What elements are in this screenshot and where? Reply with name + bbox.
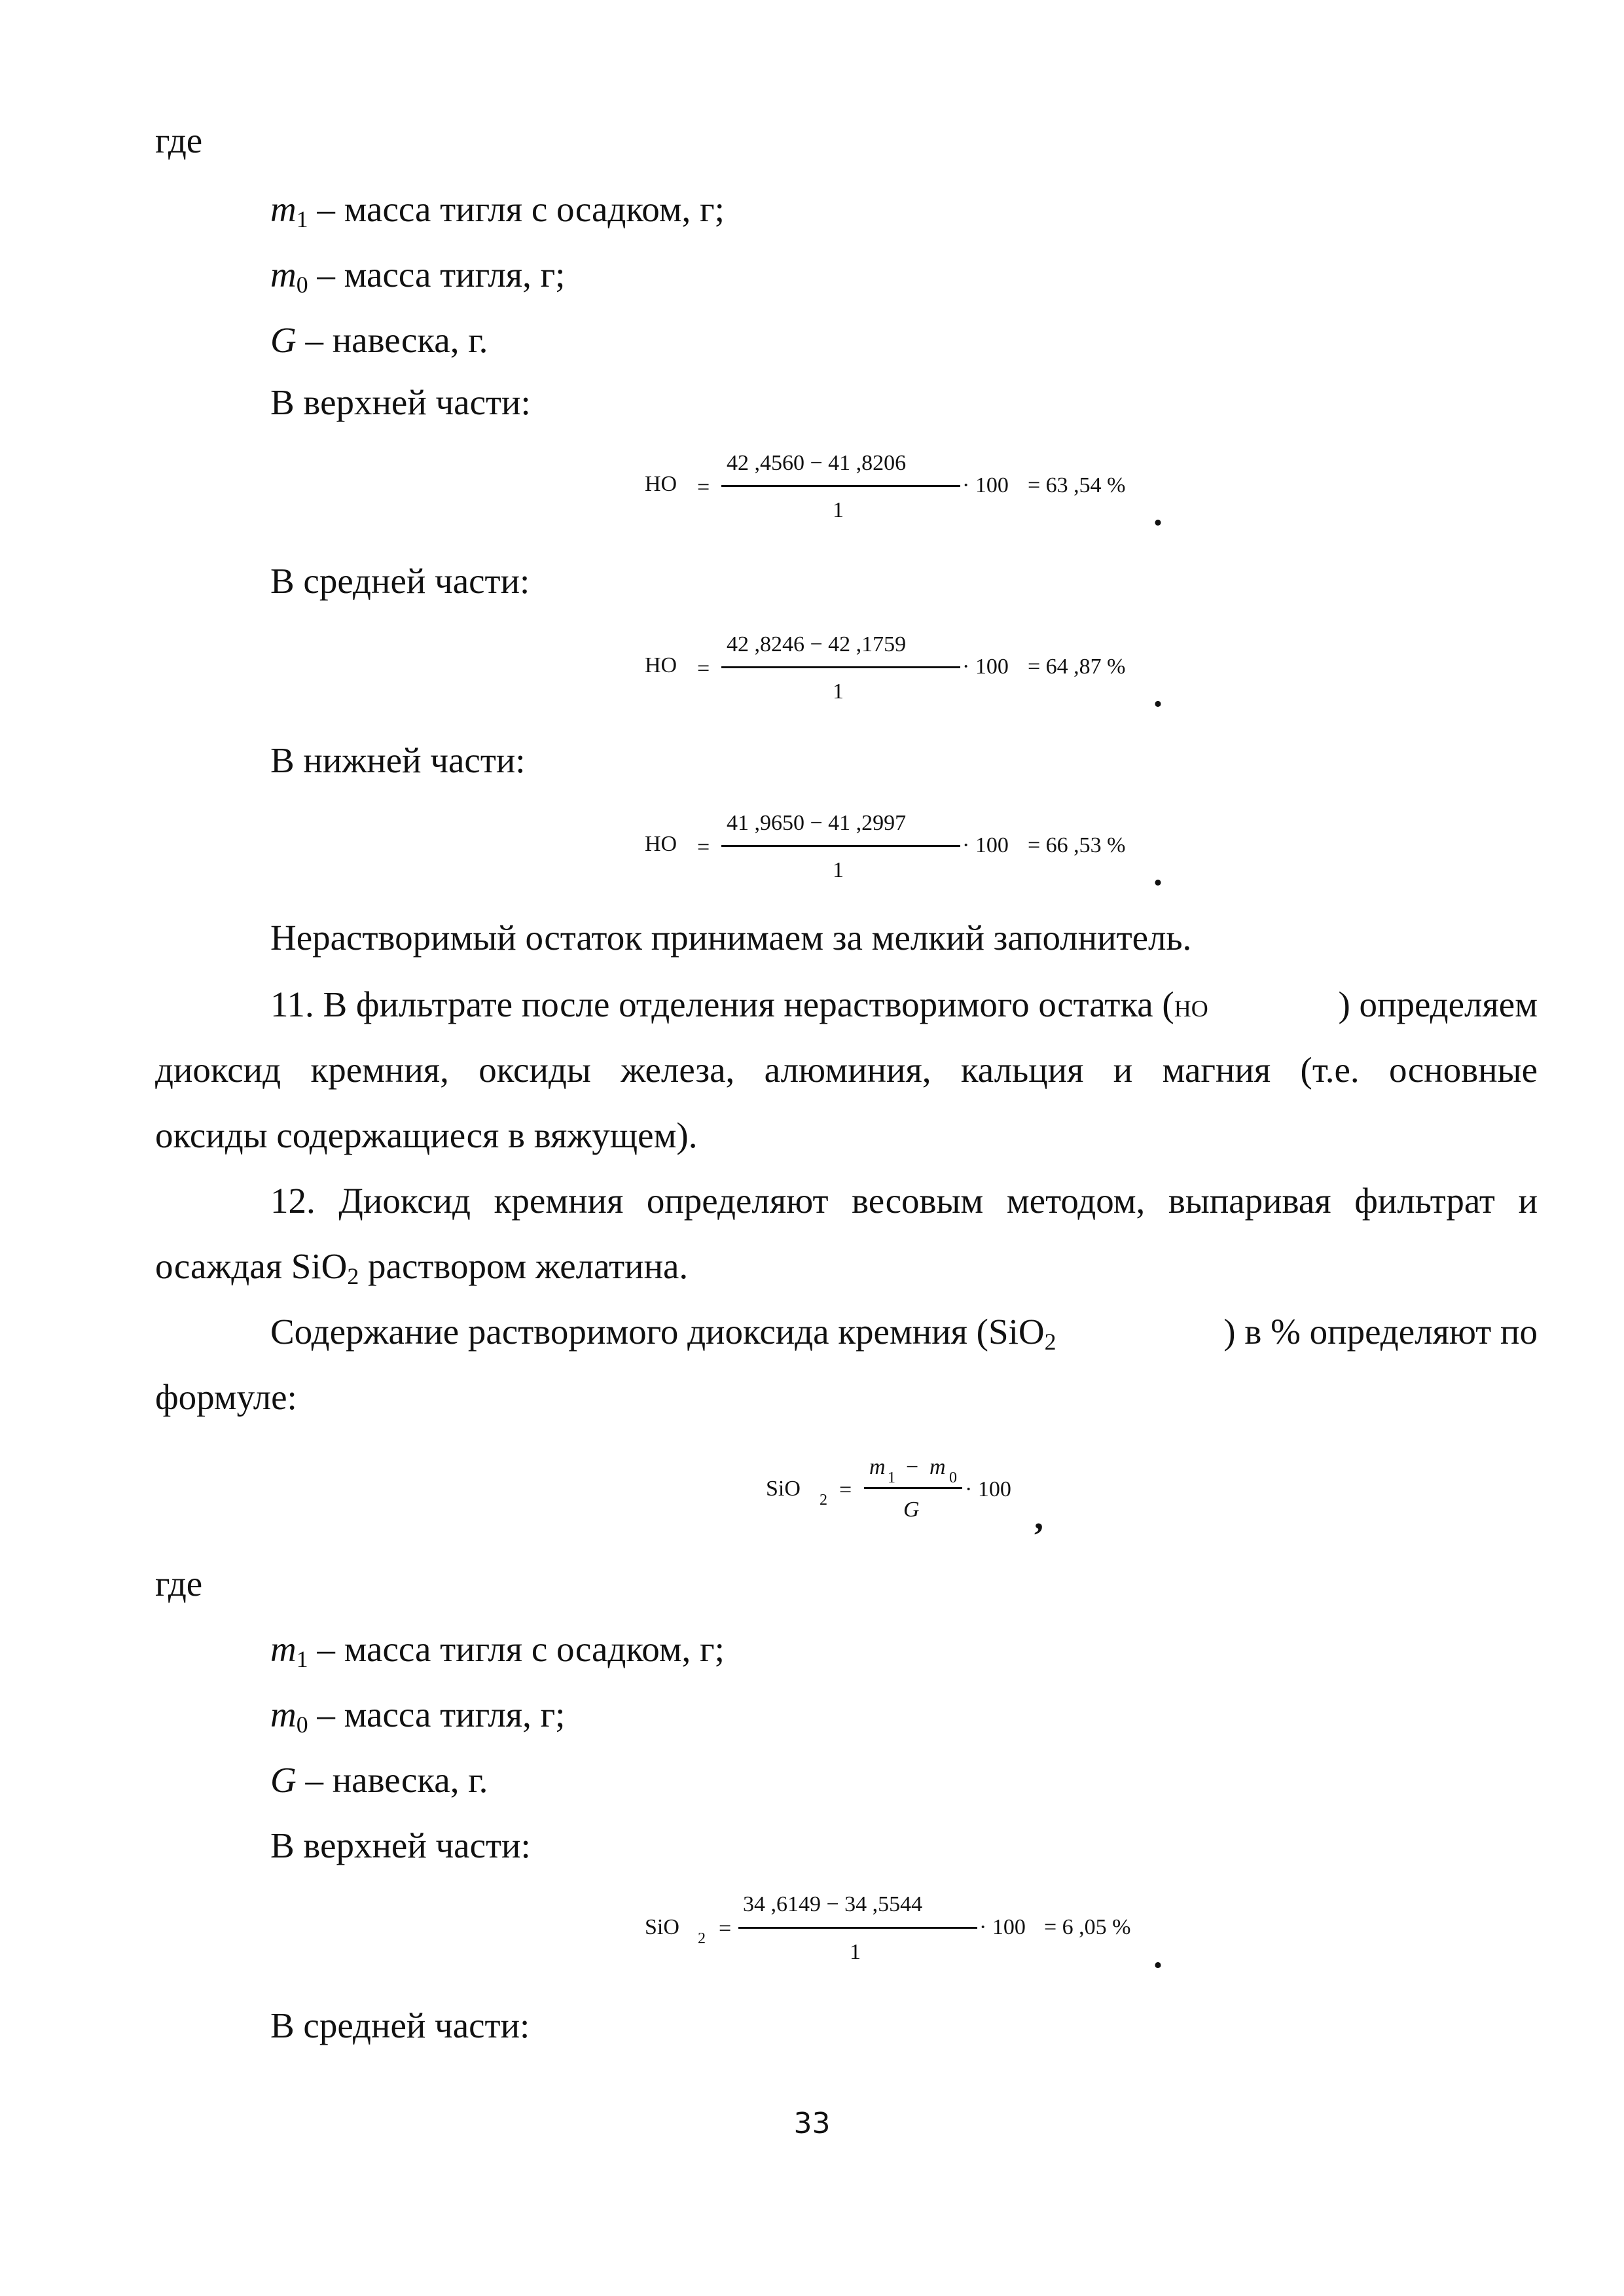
num-m1-sub: 1 bbox=[888, 1469, 895, 1486]
where-label-a: где bbox=[155, 120, 203, 160]
fraction-bar bbox=[864, 1487, 962, 1489]
ho-result: = 63 ,54 % bbox=[1028, 473, 1126, 497]
sio2-eq: = bbox=[839, 1478, 852, 1502]
content-line1-start: Содержание растворимого диоксида кремния (SiO$_2$ bbox=[270, 1312, 1056, 1355]
p12-line2: осаждая SiO$_2$ раствором желатина. bbox=[155, 1246, 689, 1289]
formula-end-dot: . bbox=[1153, 1935, 1163, 1976]
sio2-middle-label: В средней части: bbox=[270, 2005, 530, 2045]
ho-multiplier: · 100 bbox=[962, 655, 1009, 679]
p11-line2: диоксид кремния, оксиды железа, алюминия, кальция и магния (т.е. основные bbox=[155, 1050, 1538, 1090]
formula-end-dot: . bbox=[1153, 853, 1163, 893]
sio2-numerator: 34 ,6149 − 34 ,5544 bbox=[743, 1892, 923, 1916]
where-label-b: где bbox=[155, 1564, 203, 1604]
p11-line1-end: ) определяем bbox=[1338, 984, 1538, 1024]
ho-lhs: НО bbox=[645, 472, 677, 496]
ho-multiplier: · 100 bbox=[962, 833, 1009, 857]
def-g-b: G – навеска, г. bbox=[270, 1760, 488, 1800]
ho-numerator: 42 ,8246 − 42 ,1759 bbox=[727, 632, 907, 656]
p11-line1-start: 11. В фильтрате после отделения нерастворимого остатка (НО bbox=[270, 984, 1208, 1024]
num-m0-sub: 0 bbox=[949, 1469, 957, 1486]
ho-denominator: 1 bbox=[833, 858, 844, 882]
content-line2: формуле: bbox=[155, 1377, 297, 1417]
ho-eq: = bbox=[697, 656, 710, 681]
insoluble-paragraph: Нерастворимый остаток принимаем за мелкий заполнитель. bbox=[270, 918, 1192, 958]
sio2-lhs: SiO bbox=[645, 1915, 679, 1939]
sio2-lhs-sub: 2 bbox=[698, 1930, 706, 1947]
def-m1-a: $m_1$ – масса тигля с осадком, г; bbox=[270, 189, 725, 232]
p12-line1: 12. Диоксид кремния определяют весовым методом, выпаривая фильтрат и bbox=[270, 1181, 1538, 1221]
sio2-result: = 6 ,05 % bbox=[1044, 1915, 1131, 1939]
ho-inline-symbol: НО bbox=[1174, 996, 1208, 1022]
formula-end-dot: . bbox=[1153, 674, 1163, 715]
ho-numerator: 41 ,9650 − 41 ,2997 bbox=[727, 811, 907, 835]
ho-numerator: 42 ,4560 − 41 ,8206 bbox=[727, 451, 907, 475]
ho-eq: = bbox=[697, 835, 710, 859]
content-line1-end: ) в % определяют по bbox=[1223, 1312, 1538, 1352]
ho-result: = 64 ,87 % bbox=[1028, 655, 1126, 679]
sio2-eq: = bbox=[719, 1916, 732, 1941]
num-m1: m bbox=[869, 1455, 886, 1479]
num-m0: m bbox=[929, 1455, 946, 1479]
num-minus: − bbox=[906, 1455, 919, 1479]
ho-lower-label: В нижней части: bbox=[270, 740, 526, 780]
sio2-upper-label: В верхней части: bbox=[270, 1825, 531, 1865]
def-m1-b: $m_1$ – масса тигля с осадком, г; bbox=[270, 1629, 725, 1672]
formula-end-comma: , bbox=[1034, 1497, 1043, 1537]
def-m0-a: $m_0$ – масса тигля, г; bbox=[270, 255, 566, 298]
def-m0-b: $m_0$ – масса тигля, г; bbox=[270, 1695, 566, 1738]
fraction-bar bbox=[721, 666, 960, 668]
ho-multiplier: · 100 bbox=[962, 473, 1009, 497]
ho-denominator: 1 bbox=[833, 679, 844, 704]
sio2-lhs: SiO bbox=[766, 1477, 801, 1501]
ho-eq: = bbox=[697, 475, 710, 499]
ho-lhs: НО bbox=[645, 832, 677, 856]
ho-lhs: НО bbox=[645, 653, 677, 677]
ho-denominator: 1 bbox=[833, 498, 844, 522]
sio2-multiplier: · 100 bbox=[965, 1477, 1011, 1501]
sio2-denominator: 1 bbox=[850, 1940, 861, 1964]
sio2-lhs-sub: 2 bbox=[820, 1492, 827, 1509]
def-g-a: G – навеска, г. bbox=[270, 320, 488, 360]
formula-end-dot: . bbox=[1153, 493, 1163, 533]
ho-middle-label: В средней части: bbox=[270, 561, 530, 601]
fraction-bar bbox=[738, 1927, 977, 1929]
fraction-bar bbox=[721, 485, 960, 487]
fraction-bar bbox=[721, 845, 960, 847]
ho-result: = 66 ,53 % bbox=[1028, 833, 1126, 857]
page-number: 33 bbox=[793, 2107, 831, 2140]
p11-line3: оксиды содержащиеся в вяжущем). bbox=[155, 1115, 698, 1155]
sio2-multiplier: · 100 bbox=[979, 1915, 1026, 1939]
ho-upper-label: В верхней части: bbox=[270, 382, 531, 422]
den-g: G bbox=[903, 1498, 920, 1522]
